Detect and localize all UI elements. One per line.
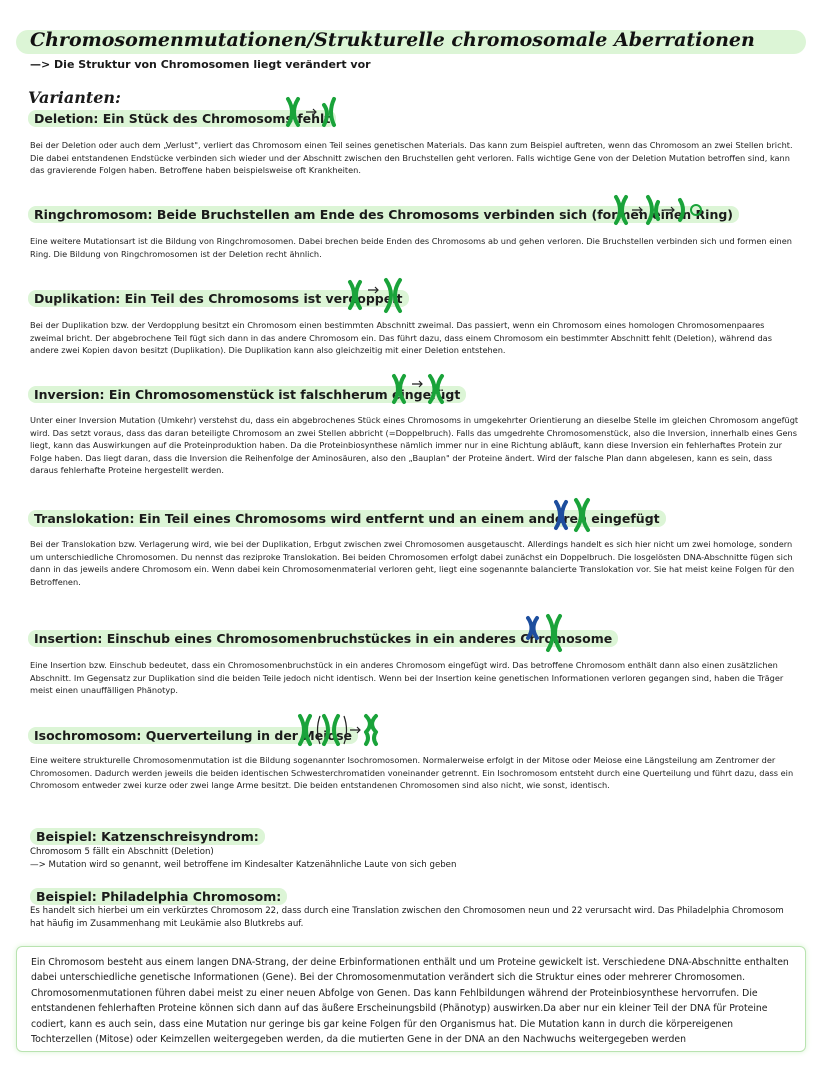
- duplication-chromosome-icon: [346, 278, 416, 314]
- example-katzenschrei-line-2: —> Mutation wird so genannt, weil betroffene im Kindesalter Katzenähnliche Laute von sich geben: [30, 860, 457, 870]
- summary-box: [16, 946, 806, 1052]
- section-insertion-text: Eine Insertion bzw. Einschub bedeutet, dass ein Chromosomenbruchstück in ein anderes Chromosom eingefügt wird. Das betroffene Chromosom enthält dann also einen zusätzlichen Abschnitt. Im Gegensatz zur Duplikation sind die beiden Teile jedoch nicht identisch. Wenn bei der Insertion keine genetischen Informationen verloren gegangen sind, haben die Träger meist einen unauffälligen Phänotyp.: [30, 660, 784, 696]
- example-katzenschrei-line-1: Chromosom 5 fällt ein Abschnitt (Deletion): [30, 847, 214, 857]
- deletion-chromosome-icon: [284, 95, 354, 129]
- ring-chromosome-icon: [612, 194, 712, 228]
- subtitle: —> Die Struktur von Chromosomen liegt verändert vor: [30, 58, 371, 71]
- section-translocation-text: Bei der Translokation bzw. Verlagerung wird, wie bei der Duplikation, Erbgut zwischen zwei Chromosomen ausgetauscht. Allerdings handelt es sich hier nicht um zwei homologe, sondern um unterschiedliche Chromosomen. Du nennst das reziproke Translokation. Bei beiden Chromosomen erfolgt dabei zunächst ein Doppelbruch. Die losgelösten DNA-Abschnitte fügen sich dann in das jeweils andere Chromosom ein. Wenn dabei kein Chromosomenmaterial verloren geht, liegt eine sogenannte balancierte Translokation vor. Sie hat meist keine Folgen für den Betroffenen.: [30, 539, 795, 587]
- example-philadelphia-text: Es handelt sich hierbei um ein verkürztes Chromosom 22, dass durch eine Translation zwischen den Chromosomen neun und 22 verursacht wird. Das Philadelphia Chromosom hat häufig im Zusammenhang mit Leukämie also Blutkrebs auf.: [30, 906, 784, 929]
- page-title-banner: [16, 30, 806, 54]
- section-duplication-heading: Duplikation: Ein Teil des Chromosoms ist verdoppelt: [28, 288, 409, 307]
- page-title: Chromosomenmutationen/Strukturelle chromosomale Aberrationen: [30, 29, 755, 51]
- varianten-heading: Varianten:: [28, 88, 121, 107]
- section-isochromosome-text: Eine weitere strukturelle Chromosomenmutation ist die Bildung sogenannter Isochromosomen. Normalerweise erfolgt in der Mitose oder Meiose eine Längsteilung am Zentromer der Chromosomen. Dadurch werden jeweils die beiden identischen Schwesterchromatiden voneinander getrennt. Ein Isochromosom entsteht durch eine Querteilung und führt dazu, dass ein Chromosom entweder zwei kurze oder zwei lange Arme besitzt. Die beiden entstandenen Chromosomen sind also nicht, wie sonst, identisch.: [30, 755, 794, 791]
- section-deletion-heading: Deletion: Ein Stück des Chromosoms fehlt: [28, 108, 336, 127]
- section-duplication-text: Bei der Duplikation bzw. der Verdopplung besitzt ein Chromosom einen bestimmten Abschnitt zweimal. Das passiert, wenn ein Chromosom eines homologen Chromosomenpaares zweimal bricht. Der abgebrochene Teil fügt sich dann in das andere Chromosom ein. Das führt dazu, dass einem Chromosom ein bestimmter Abschnitt fehlt (Deletion), während das andere zwei Kopien davon besitzt (Duplikation). Die Duplikation kann also gleichzeitig mit einer Deletion entstehen.: [30, 320, 772, 356]
- insertion-chromosome-icon: [524, 614, 574, 652]
- section-deletion-text: Bei der Deletion oder auch dem „Verlust", verliert das Chromosom einen Teil seines genetischen Materials. Das kann zum Beispiel auftreten, wenn das Chromosom an zwei Stellen bricht. Die dabei entstandenen Endstücke verbinden sich wieder und der Abschnitt zwischen den Bruchstellen geht verloren. Falls wichtige Gene von der Deletion Mutation betroffen sind, kann das gravierende Folgen haben. Betroffene haben beispielsweise oft Krankheiten.: [30, 140, 793, 176]
- example-philadelphia-heading: Beispiel: Philadelphia Chromosom:: [30, 889, 287, 904]
- section-ring-text: Eine weitere Mutationsart ist die Bildung von Ringchromosomen. Dabei brechen beide Enden des Chromosoms ab und gehen verloren. Die Bruchstellen verbinden sich und formen einen Ring. Die Bildung von Ringchromosomen ist der Deletion recht ähnlich.: [30, 236, 792, 259]
- section-inversion-heading: Inversion: Ein Chromosomenstück ist falschherum eingefügt: [28, 384, 466, 403]
- section-translocation-heading: Translokation: Ein Teil eines Chromosoms wird entfernt und an einem anderen eingefügt: [28, 508, 666, 527]
- section-insertion-heading: Insertion: Einschub eines Chromosomenbruchstückes in ein anderes Chromosome: [28, 628, 618, 647]
- inversion-chromosome-icon: [390, 372, 460, 408]
- isochromosome-icon: [296, 712, 392, 750]
- section-isochromosome-heading: Isochromosom: Querverteilung in der Meiose: [28, 725, 358, 744]
- summary-text: Ein Chromosom besteht aus einem langen DNA-Strang, der deine Erbinformationen enthält und um Proteine gewickelt ist. Verschiedene DNA-Abschnitte enthalten dabei unterschiedliche genetische Informationen (Gene). Bei der Chromosomenmutation verändert sich die Struktur eines oder mehrerer Chromosomen. Chromosomenmutationen führen dabei meist zu einer neuen Abfolge von Genen. Das kann Fehlbildungen während der Proteinbiosynthese hervorrufen. Die entstandenen fehlerhaften Proteine können sich dann auf das äußere Erscheinungsbild (Phänotyp) auswirken.Da aber nur ein kleiner Teil der DNA für Proteine codiert, kann es auch sein, dass eine Mutation nur geringe bis gar keine Folgen für den Organismus hat. Die Mutation kann in durch die körpereigenen Tochterzellen (Mitose) oder Keimzellen weitergegeben werden, da die mutierten Gene in der DNA an den Nachwuchs weitergegeben werden: [31, 957, 789, 1046]
- example-katzenschrei-heading: Beispiel: Katzenschreisyndrom:: [30, 829, 265, 844]
- section-inversion-text: Unter einer Inversion Mutation (Umkehr) verstehst du, dass ein abgebrochenes Stück eines Chromosoms in umgekehrter Orientierung an dieselbe Stelle im gleichen Chromosom angefügt wird. Das setzt voraus, dass das daran beteiligte Chromosom an zwei Stellen abbricht (=Doppelbruch). Falls das umgedrehte Chromosomenstück, also die Inversion, innerhalb eines Gens liegt, kann das Auswirkungen auf die Proteinproduktion haben. Da die Proteinbiosynthese nämlich immer nur in eine Richtung abläuft, kann diese Inversion ein fehlerhaftes Protein zur Folge haben. Das liegt daran, dass die Inversion die Reihenfolge der Aminosäuren, also den „Bauplan" der Proteine ändert. Wird der falsche Plan dann abgelesen, kann es sein, dass daraus fehlerhafte Proteine hergestellt werden.: [30, 415, 799, 476]
- translocation-chromosome-icon: [552, 498, 602, 534]
- section-ring-heading: Ringchromosom: Beide Bruchstellen am Ende des Chromosoms verbinden sich (formen einen Ring): [28, 204, 739, 223]
